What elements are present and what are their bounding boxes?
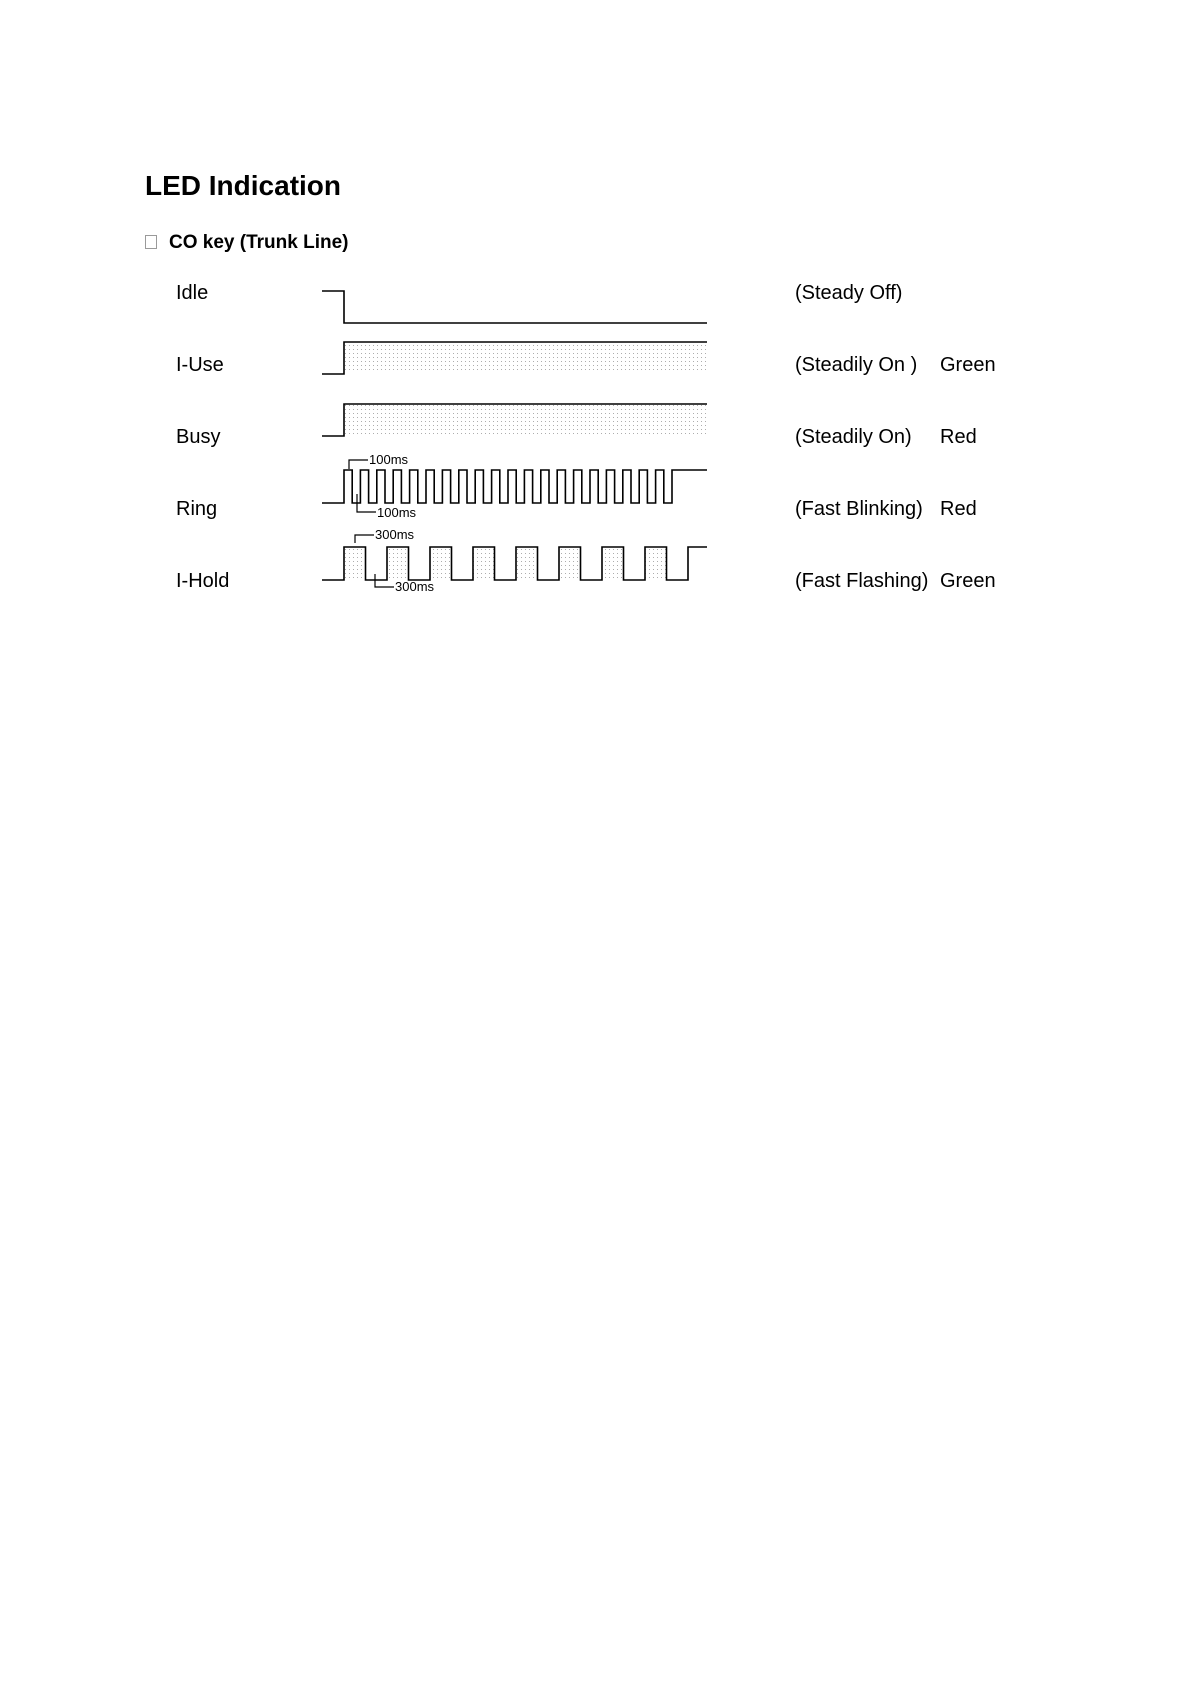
waveform-i-hold-fill [344, 547, 667, 580]
hold-on-phase-fill [430, 547, 452, 580]
waveform-busy-fill [345, 405, 706, 435]
row-state-i-hold: (Fast Flashing) [795, 570, 929, 592]
ring-on-marker [349, 460, 368, 469]
row-state-busy: (Steadily On) [795, 426, 912, 448]
hold-on-phase-fill [344, 547, 366, 580]
ring-on-duration: 100ms [369, 452, 409, 467]
hold-on-phase-fill [473, 547, 495, 580]
row-label-busy: Busy [176, 426, 221, 448]
hold-on-phase-fill [559, 547, 581, 580]
hold-on-phase-fill [645, 547, 667, 580]
row-state-i-use: (Steadily On ) [795, 354, 918, 376]
row-label-idle: Idle [176, 282, 209, 304]
ring-off-duration: 100ms [377, 505, 417, 520]
row-state-ring: (Fast Blinking) [795, 498, 923, 520]
row-label-ring: Ring [176, 498, 218, 520]
waveform-idle [322, 291, 707, 323]
row-state-idle: (Steady Off) [795, 282, 903, 304]
waveform-ring [322, 470, 707, 503]
hold-on-phase-fill [387, 547, 409, 580]
row-color-i-hold: Green [940, 570, 996, 592]
row-label-i-hold: I-Hold [176, 570, 230, 592]
hold-on-phase-fill [602, 547, 624, 580]
led-timing-diagram [0, 0, 1191, 700]
page-title: LED Indication [145, 170, 341, 201]
row-color-i-use: Green [940, 354, 996, 376]
hold-off-duration: 300ms [395, 579, 435, 594]
waveform-i-use-fill [345, 343, 706, 373]
hold-on-phase-fill [516, 547, 538, 580]
row-color-ring: Red [940, 498, 977, 520]
row-color-busy: Red [940, 426, 977, 448]
section-label: CO key (Trunk Line) [169, 232, 349, 253]
row-label-i-use: I-Use [176, 354, 224, 376]
hold-on-duration: 300ms [375, 527, 415, 542]
hold-on-marker [355, 535, 374, 543]
